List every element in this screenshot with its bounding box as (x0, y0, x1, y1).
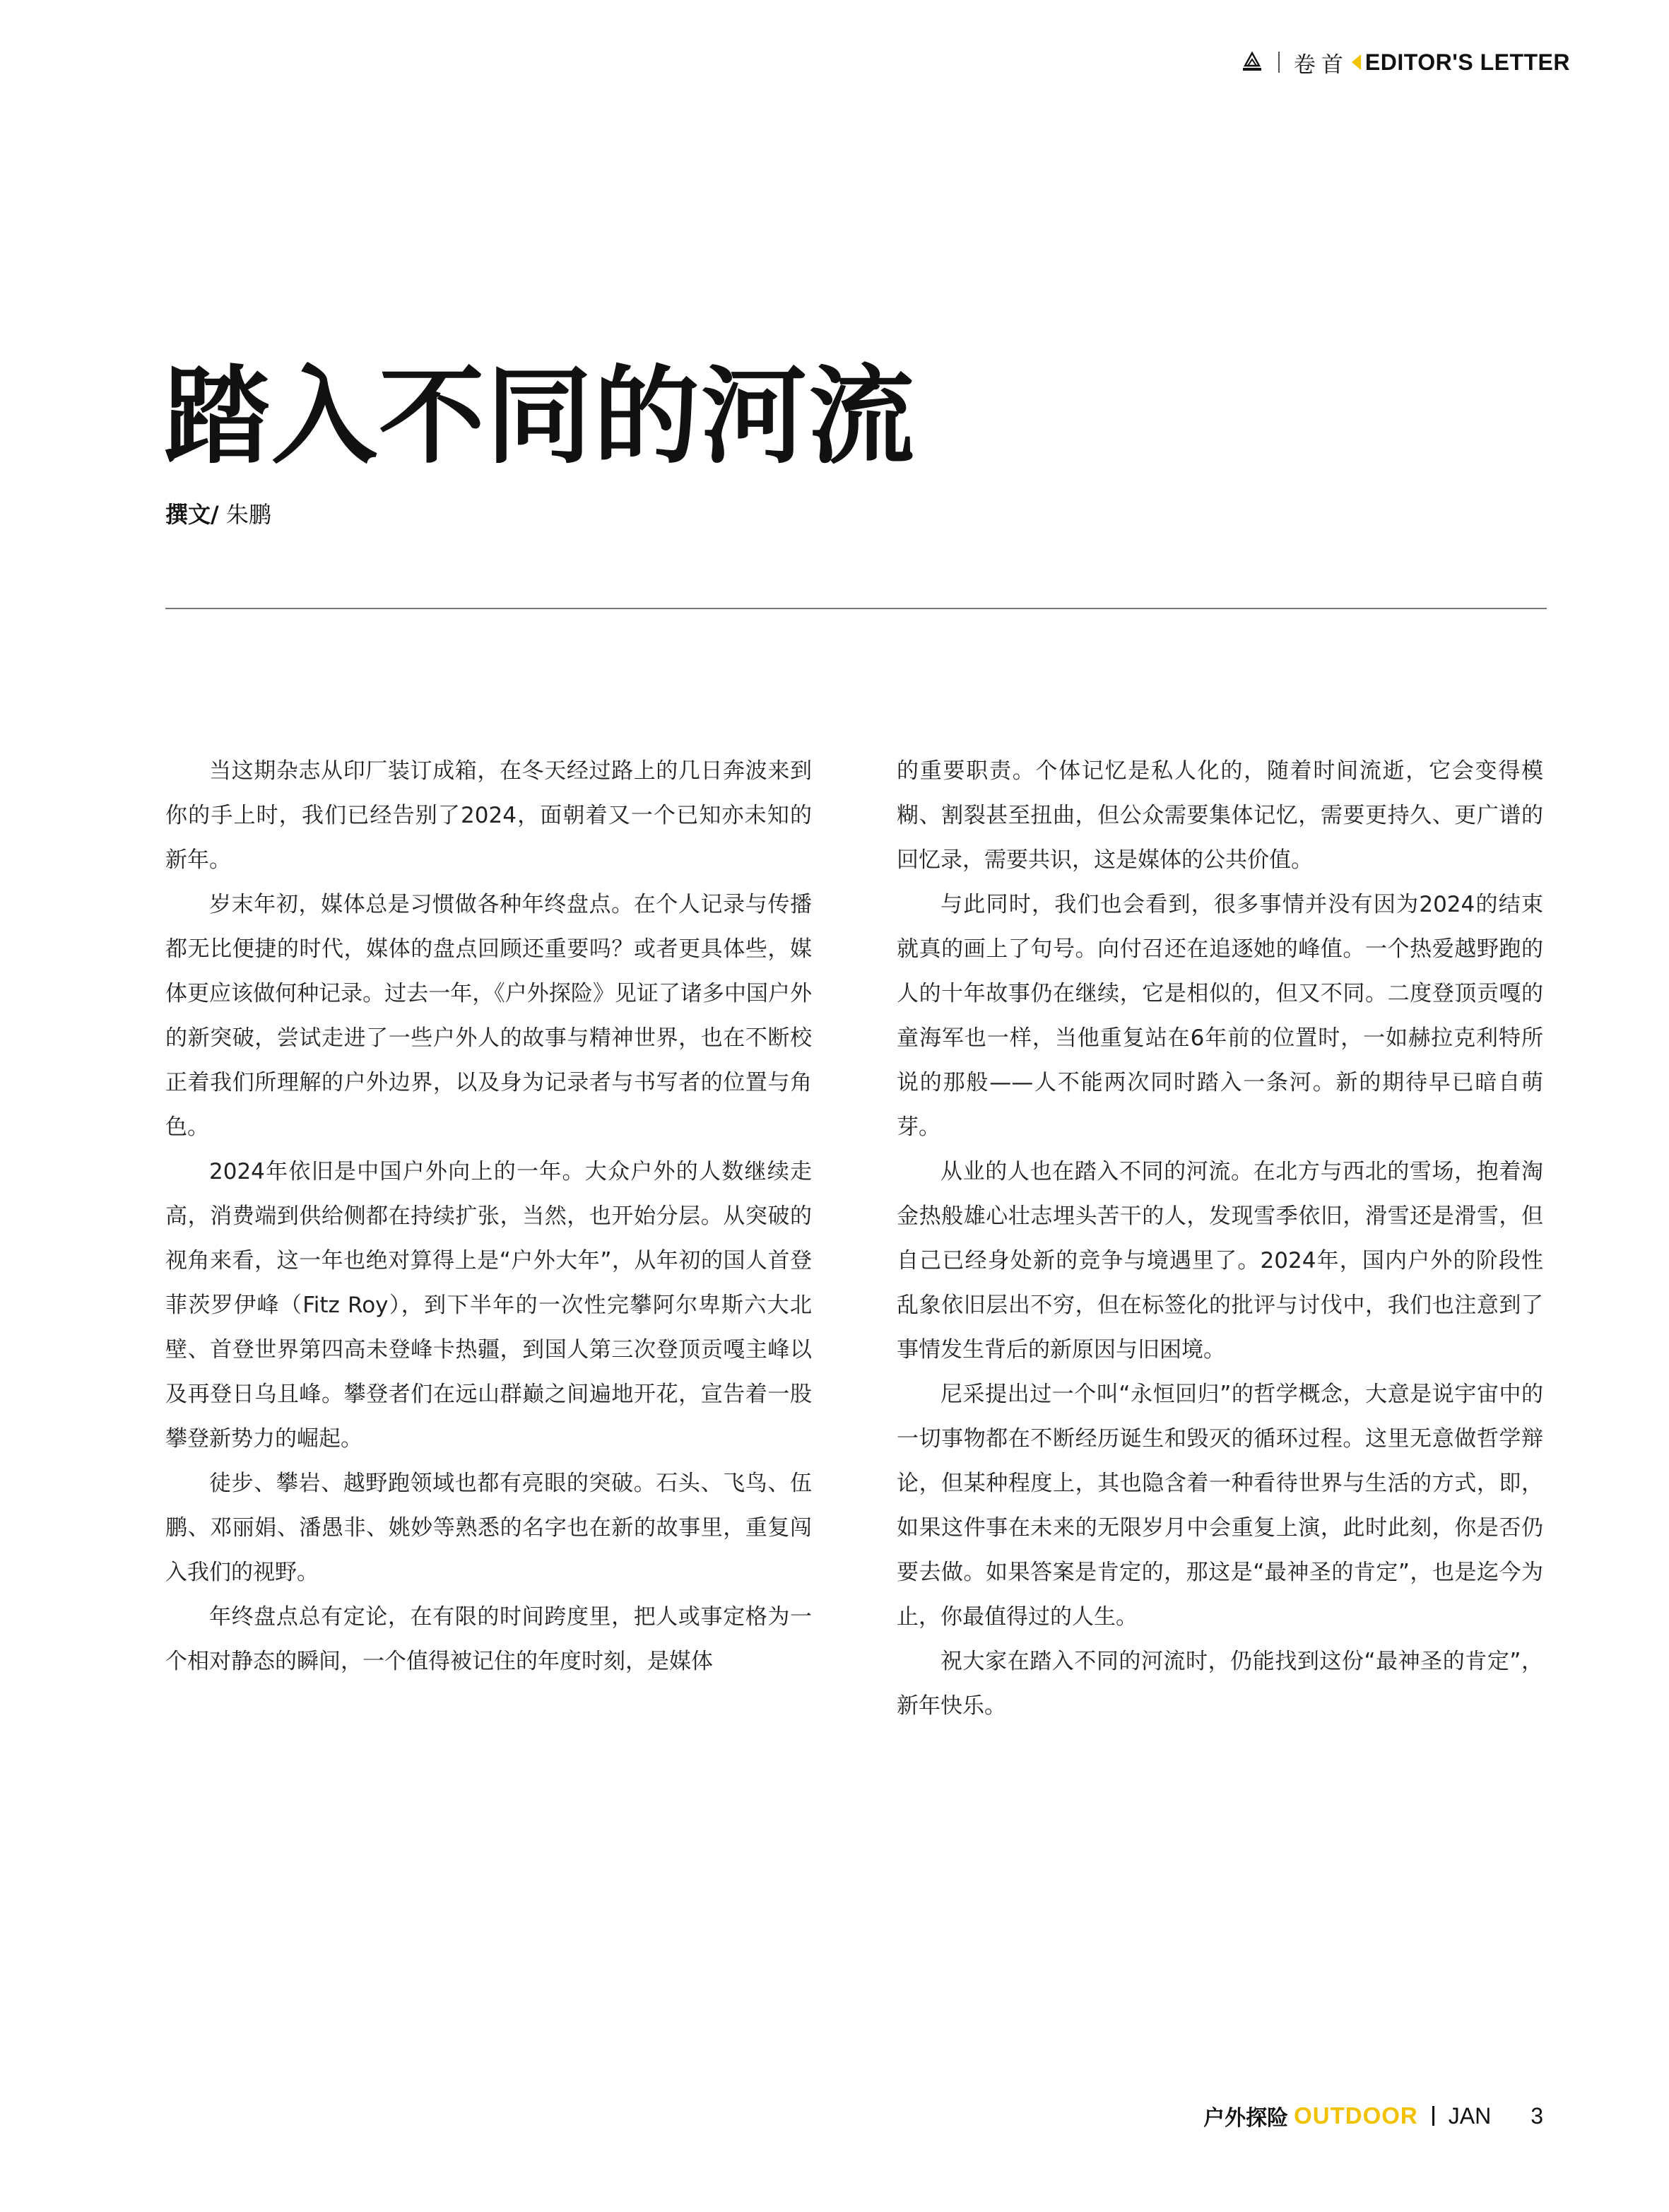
header-divider (1278, 52, 1280, 73)
page-number: 3 (1531, 2102, 1543, 2129)
byline (165, 499, 271, 530)
body-column-left (165, 749, 812, 1684)
article-title: 踏入不同的河流 (164, 355, 916, 478)
paragraph: 岁末年初，媒体总是习惯做各种年终盘点。在个人记录与传播都无比便捷的时代，媒体的盘点回顾还重要吗？或者更具体些，媒体更应该做何种记录。过去一年，《户外探险》见证了诸多中国户外的新突破，尝试走进了一些户外人的故事与精神世界，也在不断校正着我们所理解的户外边界，以及身为记录者与书写者的位置与角色。 (165, 892, 812, 1140)
paragraph: 从业的人也在踏入不同的河流。在北方与西北的雪场，抱着淘金热般雄心壮志埋头苦干的人，发现雪季依旧，滑雪还是滑雪，但自己已经身处新的竞争与境遇里了。2024年，国内户外的阶段性乱象依旧层出不穷，但在标签化的批评与讨伐中，我们也注意到了事情发生背后的新原因与旧困境。 (897, 1159, 1543, 1363)
page-footer (1203, 2100, 1543, 2131)
paragraph: 与此同时，我们也会看到，很多事情并没有因为2024的结束就真的画上了句号。向付召还在追逐她的峰值。一个热爱越野跑的人的十年故事仍在继续，它是相似的，但又不同。二度登顶贡嘎的童海军也一样，当他重复站在6年前的位置时，一如赫拉克利特所说的那般——人不能两次同时踏入一条河。新的期待早已暗自萌芽。 (897, 892, 1543, 1140)
issue-month: JAN (1448, 2102, 1492, 2129)
section-arrow-icon (1352, 54, 1361, 70)
section-name-en: EDITOR'S LETTER (1364, 49, 1570, 75)
paragraph: 祝大家在踏入不同的河流时，仍能找到这份“最神圣的肯定”，新年快乐。 (897, 1649, 1543, 1719)
paragraph: 2024年依旧是中国户外向上的一年。大众户外的人数继续走高，消费端到供给侧都在持续扩张，当然，也开始分层。从突破的视角来看，这一年也绝对算得上是“户外大年”，从年初的国人首登菲茨罗伊峰（Fitz Roy），到下半年的一次性完攀阿尔卑斯六大北壁、首登世界第四高未登峰卡热疆，到国人第三次登顶贡嘎主峰以及再登日乌且峰。攀登者们在远山群巅之间遍地开花，宣告着一股攀登新势力的崛起。 (165, 1159, 812, 1452)
paragraph: 年终盘点总有定论，在有限的时间跨度里，把人或事定格为一个相对静态的瞬间，一个值得被记住的年度时刻，是媒体 (165, 1604, 812, 1674)
paragraph: 当这期杂志从印厂装订成箱，在冬天经过路上的几日奔波来到你的手上时，我们已经告别了2024，面朝着又一个已知亦未知的新年。 (165, 758, 812, 873)
body-column-right (897, 749, 1543, 1729)
running-header (1240, 45, 1570, 79)
magazine-logo-icon (1240, 50, 1264, 74)
magazine-name-cn: 户外探险 (1203, 2106, 1289, 2131)
author-name: 朱鹏 (225, 501, 271, 528)
paragraph-continuation: 的重要职责。个体记忆是私人化的，随着时间流逝，它会变得模糊、割裂甚至扭曲，但公众需要集体记忆，需要更持久、更广谱的回忆录，需要共识，这是媒体的公共价值。 (897, 758, 1543, 873)
magazine-name-en: OUTDOOR (1294, 2102, 1418, 2129)
title-divider (165, 608, 1547, 609)
footer-divider (1432, 2106, 1434, 2126)
paragraph: 尼采提出过一个叫“永恒回归”的哲学概念，大意是说宇宙中的一切事物都在不断经历诞生和毁灭的循环过程。这里无意做哲学辩论，但某种程度上，其也隐含着一种看待世界与生活的方式，即，如果这件事在未来的无限岁月中会重复上演，此时此刻，你是否仍要去做。如果答案是肯定的，那这是“最神圣的肯定”，也是迄今为止，你最值得过的人生。 (897, 1382, 1543, 1630)
section-name-cn: 卷首 (1293, 52, 1349, 78)
byline-label: 撰文/ (165, 501, 219, 528)
paragraph: 徒步、攀岩、越野跑领域也都有亮眼的突破。石头、飞鸟、伍鹏、邓丽娟、潘愚非、姚妙等熟悉的名字也在新的故事里，重复闯入我们的视野。 (165, 1471, 812, 1585)
